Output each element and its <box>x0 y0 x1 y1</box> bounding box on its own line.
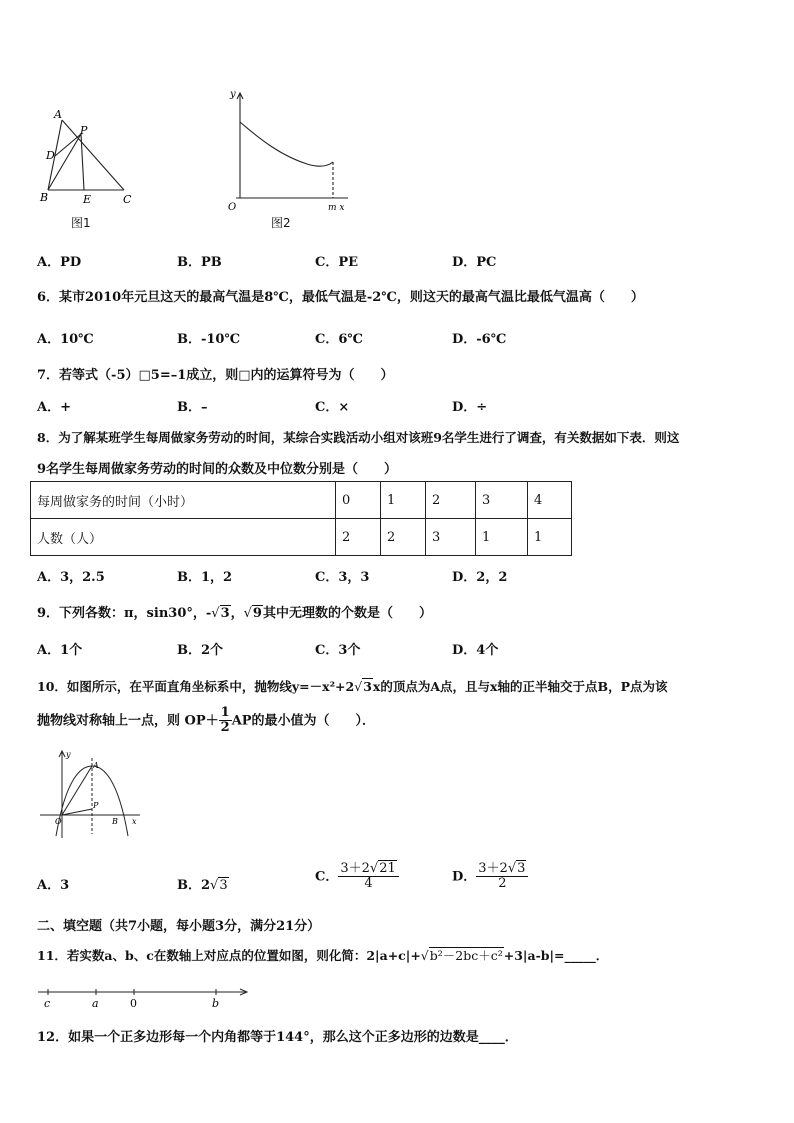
fig1-point-d: D <box>46 149 55 162</box>
q10-option-b-pre: B．2 <box>177 878 211 893</box>
q11-text-post: +3|a-b|=_____． <box>503 948 609 963</box>
q10-option-c-label: C． <box>315 869 339 885</box>
fig1-point-p: P <box>80 124 88 137</box>
q10-option-b: B．2√3 <box>177 878 228 893</box>
q10-line1-post: x的顶点为A点，且与x轴的正半轴交于点B，P点为该 <box>372 679 668 694</box>
fraction-numerator: 3＋2 <box>478 861 508 876</box>
q10-option-c-fraction: $\frac{3+2√21}{4}$ <box>338 862 398 892</box>
fraction-numerator-radical: 21 <box>379 861 396 876</box>
q10-line2-post: AP的最小值为（ ）． <box>231 713 376 729</box>
q6-option-a: A．10℃ <box>37 332 94 347</box>
q11-text-pre: 11．若实数a、b、c在数轴上对应点的位置如图，则化简：2|a+c|+ <box>37 948 421 963</box>
fraction-denominator: 2 <box>220 720 230 736</box>
q10-line1-pre: 10．如图所示，在平面直角坐标系中，抛物线y=－x²+2 <box>37 679 355 694</box>
q8-option-c: C．3，3 <box>315 570 370 585</box>
q6-option-c: C．6℃ <box>315 332 363 347</box>
q10-line1-radical: 3 <box>363 679 372 694</box>
table-row-label: 人数（人） <box>31 519 336 556</box>
table-cell: 1 <box>476 519 528 556</box>
q11-number-line <box>36 988 252 1010</box>
q10-fig-point-b: B <box>112 817 118 826</box>
q10-text-line2 <box>37 706 375 736</box>
number-line-label-b: b <box>212 997 220 1010</box>
fig2-caption: 图2 <box>271 216 291 230</box>
fig1-point-e: E <box>83 193 92 206</box>
table-cell: 4 <box>528 482 572 519</box>
q10-option-d-label: D． <box>452 869 477 885</box>
fig1-point-c: C <box>123 193 132 206</box>
fig1-point-a: A <box>54 108 62 121</box>
q9-text: 9．下列各数：π，sin30°，-√3，√9其中无理数的个数是（ ） <box>37 606 432 621</box>
q10-option-d-fraction: $\frac{3+2√3}{2}$ <box>476 862 528 892</box>
fig2-axis-y: y <box>230 89 236 100</box>
q10-fig-point-a: A <box>93 761 99 770</box>
fraction-numerator: 3＋2 <box>340 861 370 876</box>
q10-fig-point-p: P <box>93 801 99 810</box>
q8-option-d: D．2，2 <box>452 570 508 585</box>
q7-option-b: B．– <box>177 400 208 415</box>
number-line-label-c: c <box>44 997 51 1010</box>
table-row-label: 每周做家务的时间（小时） <box>31 482 336 519</box>
q10-option-a: A．3 <box>37 878 70 893</box>
table-cell: 2 <box>336 519 381 556</box>
q10-fraction <box>219 706 232 736</box>
q8-option-b: B．1，2 <box>177 570 233 585</box>
table-cell: 2 <box>381 519 426 556</box>
fraction-denominator: 2 <box>498 876 507 892</box>
q9-text-post: 其中无理数的个数是（ ） <box>262 606 432 621</box>
fraction-denominator: 4 <box>364 876 373 892</box>
q5-option-c: C．PE <box>315 255 359 270</box>
q5-option-a: A．PD <box>37 255 82 270</box>
q6-option-d: D．-6℃ <box>452 332 507 347</box>
q10-line2-pre: 抛物线对称轴上一点，则 OP＋ <box>37 713 219 729</box>
figure-2-graph <box>222 86 352 216</box>
q10-text-line1: 10．如图所示，在平面直角坐标系中，抛物线y=－x²+2√3x的顶点为A点，且与x轴的正半轴交于点B，P点为该 <box>37 679 668 694</box>
table-cell: 2 <box>426 482 476 519</box>
q6-option-b: B．-10℃ <box>177 332 241 347</box>
q7-text: 7．若等式（-5）□5=–1成立，则□内的运算符号为（ ） <box>37 368 394 383</box>
q12-text: 12．如果一个正多边形每一个内角都等于144°，那么这个正多边形的边数是____． <box>37 1030 518 1045</box>
q8-text-line1: 8．为了解某班学生每周做家务劳动的时间，某综合实践活动小组对该班9名学生进行了调查，有关数据如下表．则这 <box>37 430 680 445</box>
q10-option-b-radical: 3 <box>219 878 228 893</box>
q10-fig-x: x <box>132 817 137 826</box>
number-line-label-zero: 0 <box>130 997 137 1010</box>
q9-radical-1: 3 <box>220 606 230 621</box>
table-cell: 1 <box>528 519 572 556</box>
q10-fig-y: y <box>66 750 71 759</box>
q9-option-d: D．4个 <box>452 643 499 658</box>
fig1-caption: 图1 <box>71 216 91 230</box>
q8-option-a: A．3，2.5 <box>37 570 105 585</box>
q8-data-table <box>30 481 572 556</box>
q10-fig-origin: O <box>55 817 62 826</box>
q9-text-pre: 9．下列各数：π，sin30°，- <box>37 606 212 621</box>
section-2-heading: 二、填空题（共7小题，每小题3分，满分21分） <box>37 919 321 934</box>
number-line-label-a: a <box>92 997 99 1010</box>
table-row <box>31 519 572 556</box>
q7-option-d: D．÷ <box>452 400 488 415</box>
table-cell: 0 <box>336 482 381 519</box>
table-cell: 1 <box>381 482 426 519</box>
q8-text-line2: 9名学生每周做家务劳动的时间的众数及中位数分别是（ ） <box>37 462 398 477</box>
fig1-point-b: B <box>40 191 49 204</box>
figure-1-triangle <box>36 104 140 224</box>
q9-option-c: C．3个 <box>315 643 361 658</box>
fraction-numerator-radical: 3 <box>517 861 526 876</box>
q10-option-d <box>452 862 528 892</box>
table-row <box>31 482 572 519</box>
q9-radical-2: 9 <box>252 606 262 621</box>
fraction-numerator: 1 <box>220 705 230 720</box>
q11-text: 11．若实数a、b、c在数轴上对应点的位置如图，则化简：2|a+c|+√b²－2bc＋c²+3|a-b|=_____． <box>37 948 609 963</box>
q10-parabola-figure <box>36 748 146 840</box>
q6-text: 6．某市2010年元旦这天的最高气温是8℃，最低气温是-2℃，则这天的最高气温比最低气温高（ ） <box>37 290 644 305</box>
q7-option-a: A．+ <box>37 400 71 415</box>
fig2-origin: O <box>228 202 237 213</box>
q9-text-mid: ， <box>230 606 244 621</box>
q5-option-b: B．PB <box>177 255 222 270</box>
q7-option-c: C．× <box>315 400 350 415</box>
table-cell: 3 <box>426 519 476 556</box>
q9-option-b: B．2个 <box>177 643 224 658</box>
q9-option-a: A．1个 <box>37 643 83 658</box>
fig2-axis-x: m x <box>328 203 345 213</box>
q5-option-d: D．PC <box>452 255 497 270</box>
table-cell: 3 <box>476 482 528 519</box>
q11-radicand: b²－2bc＋c² <box>429 948 503 963</box>
q10-option-c <box>315 862 399 892</box>
